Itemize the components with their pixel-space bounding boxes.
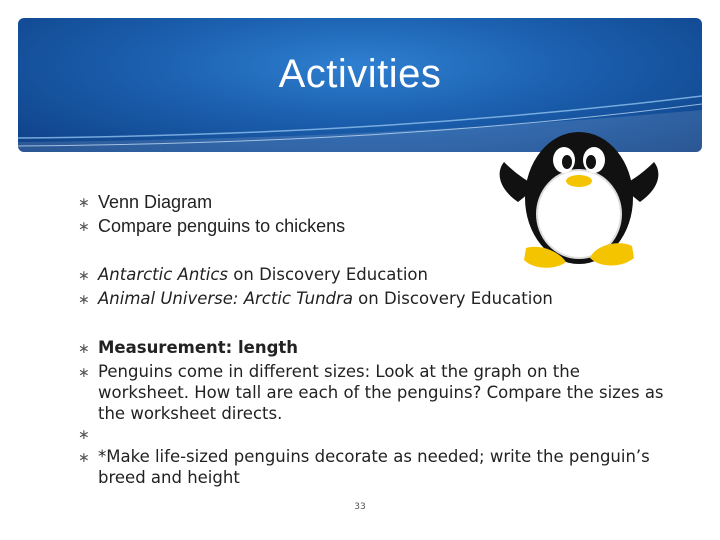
bullet-text: Measurement: length — [98, 338, 299, 357]
bullet-measurement-heading — [78, 337, 298, 359]
bullet-text: *Make life-sized penguins decorate as needed; write the penguin’s breed and height — [98, 447, 650, 487]
slide-title: Activities — [278, 52, 442, 96]
bullet-marker: ∗ — [78, 364, 90, 380]
bullet-marker: ∗ — [78, 340, 90, 356]
video-source: on Discovery Education — [352, 289, 553, 308]
bullet-marker: ∗ — [78, 449, 90, 465]
page-number: 33 — [354, 502, 366, 512]
bullet-marker: ∗ — [78, 426, 90, 442]
bullet-marker: ∗ — [78, 194, 90, 210]
bullet-antarctic-antics — [78, 264, 428, 286]
bullet-text: Venn Diagram — [98, 192, 213, 212]
bullet-venn-diagram — [78, 191, 212, 213]
bullet-text: Penguins come in different sizes: Look at the graph on the worksheet. How tall are each of the penguins? Compare the sizes as the worksheet directs. — [98, 362, 664, 423]
bullet-marker: ∗ — [78, 291, 90, 307]
video-title: Antarctic Antics — [98, 265, 229, 284]
bullet-marker: ∗ — [78, 218, 90, 234]
bullet-penguin-sizes — [78, 361, 668, 424]
bullet-marker: ∗ — [78, 267, 90, 283]
bullet-compare-chickens — [78, 215, 345, 237]
bullet-animal-universe — [78, 288, 553, 310]
bullet-life-sized-penguins — [78, 446, 668, 488]
video-source: on Discovery Education — [228, 265, 428, 284]
video-title: Animal Universe: Arctic Tundra — [98, 289, 353, 308]
bullet-text: Compare penguins to chickens — [98, 216, 346, 236]
penguin-icon — [494, 110, 664, 280]
bullet-empty — [78, 423, 98, 445]
